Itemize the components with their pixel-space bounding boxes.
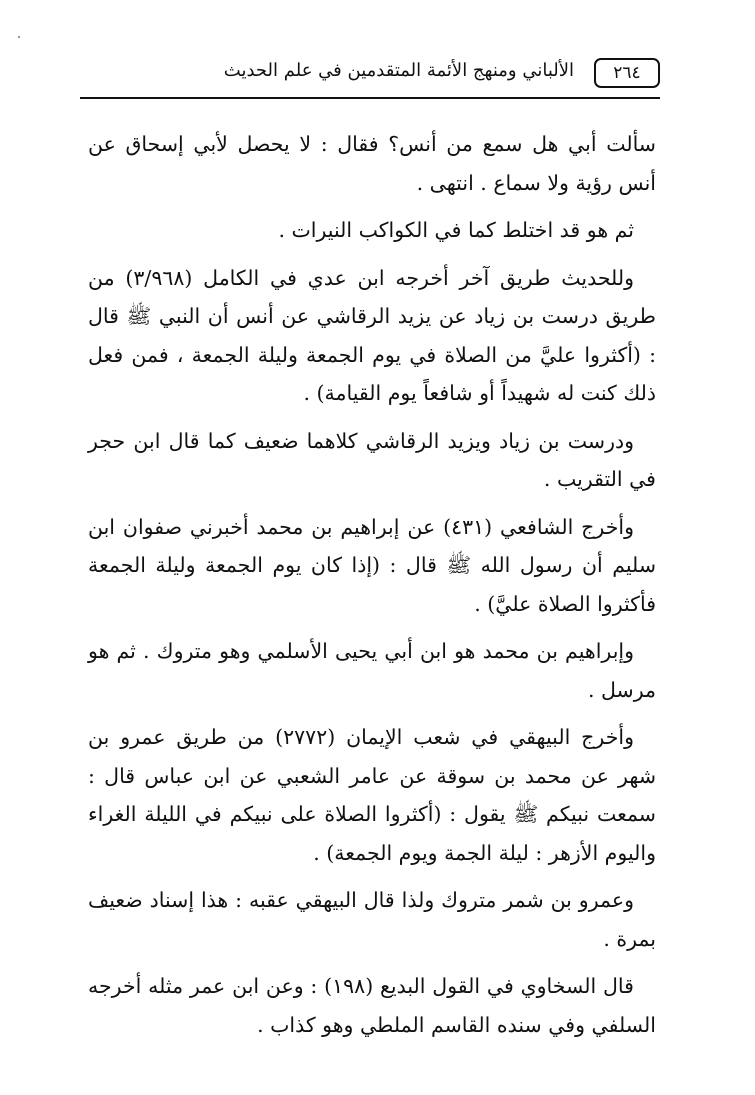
- body-text: [88, 125, 656, 1053]
- header-rule: [80, 97, 660, 99]
- paragraph-6: وإبراهيم بن محمد هو ابن أبي يحيى الأسلمي وهو متروك . ثم هو مرسل .: [88, 639, 656, 702]
- running-header: [80, 52, 660, 102]
- page-number-box: [594, 58, 660, 88]
- paragraph-5: وأخرج الشافعي (٤٣١) عن إبراهيم بن محمد أخبرني صفوان ابن سليم أن رسول الله ﷺ قال : (إذا كان يوم الجمعة وليلة الجمعة فأكثروا الصلاة عليَّ) .: [88, 514, 656, 616]
- paragraph-3: وللحديث طريق آخر أخرجه ابن عدي في الكامل (٣/٩٦٨) من طريق درست بن زياد عن يزيد الرقاشي عن أنس أن النبي ﷺ قال : (أكثروا عليَّ من الصلاة في يوم الجمعة وليلة الجمعة ، فمن فعل ذلك كنت له شهيداً أو شافعاً يوم القيامة) .: [88, 265, 656, 405]
- running-title: الألباني ومنهج الأئمة المتقدمين في علم الحديث: [223, 60, 574, 81]
- paragraph-8: وعمرو بن شمر متروك ولذا قال البيهقي عقبه : هذا إسناد ضعيف بمرة .: [88, 888, 656, 951]
- paragraph-2: ثم هو قد اختلط كما في الكواكب النيرات .: [278, 218, 634, 242]
- page-number: ٢٦٤: [613, 63, 641, 83]
- scan-speck: [18, 36, 20, 38]
- paragraph-7: وأخرج البيهقي في شعب الإيمان (٢٧٧٢) من طريق عمرو بن شهر عن محمد بن سوقة عن عامر الشعبي عن ابن عباس قال : سمعت نبيكم ﷺ يقول : (أكثروا الصلاة على نبيكم في الليلة الغراء واليوم الأزهر : ليلة الجمة ويوم الجمعة) .: [88, 725, 656, 865]
- paragraph-1: سألت أبي هل سمع من أنس؟ فقال : لا يحصل لأبي إسحاق عن أنس رؤية ولا سماع . انتهى .: [88, 132, 656, 195]
- paragraph-4: ودرست بن زياد ويزيد الرقاشي كلاهما ضعيف كما قال ابن حجر في التقريب .: [88, 428, 656, 491]
- paragraph-9: قال السخاوي في القول البديع (١٩٨) : وعن ابن عمر مثله أخرجه السلفي وفي سنده القاسم الملطي وهو كذاب .: [88, 974, 656, 1037]
